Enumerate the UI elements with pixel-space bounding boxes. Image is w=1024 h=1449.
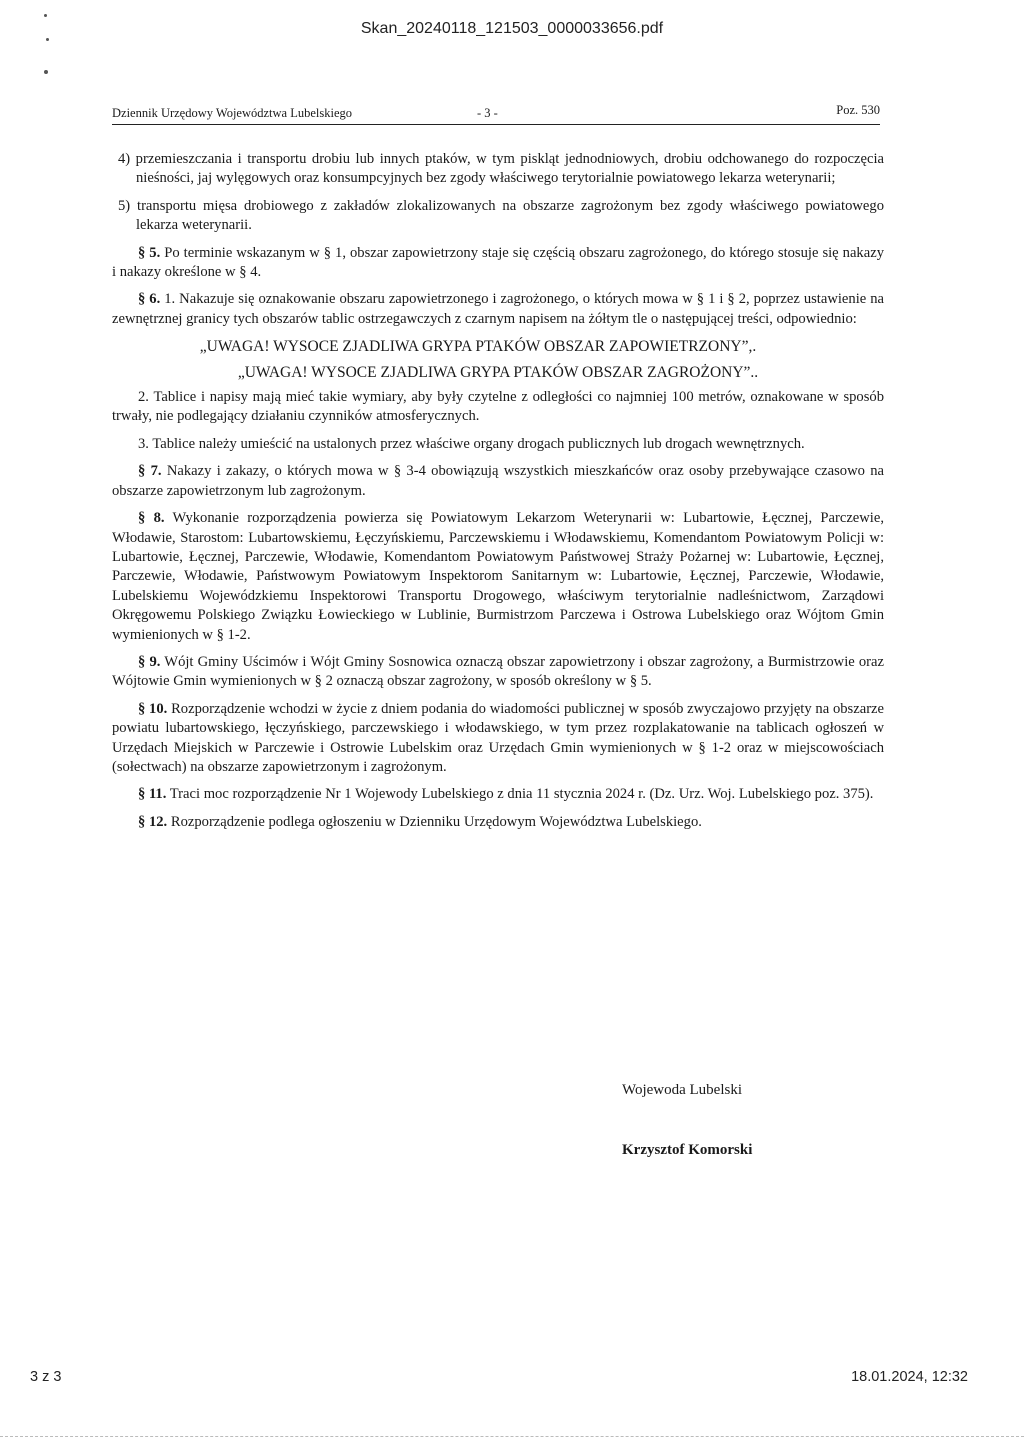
page-number: - 3 - [477,106,498,120]
section-label: § 12. [138,813,168,830]
print-datetime: 18.01.2024, 12:32 [851,1369,968,1385]
scan-speck [44,14,47,17]
section-label: § 6. [138,291,161,308]
paragraph-8 [112,509,884,645]
section-text: Po terminie wskazanym w § 1, obszar zapowietrzony staje się częścią obszaru zagrożonego, do którego stosuje się nakazy i nakazy określone w § 4. [112,244,884,281]
scan-speck [46,38,49,41]
section-text: Traci moc rozporządzenie Nr 1 Wojewody Lubelskiego z dnia 11 stycznia 2024 r. (Dz. Urz. Woj. Lubelskiego poz. 375). [166,786,874,803]
signatory-name: Krzysztof Komorski [622,1142,753,1158]
section-label: § 9. [138,653,161,670]
position-number: Poz. 530 [836,103,880,117]
scan-speck [44,70,48,74]
paragraph-11 [112,785,884,804]
section-text: Rozporządzenie wchodzi w życie z dniem podania do wiadomości publicznej w sposób zwyczajowo przyjęty na obszarze powiatu lubartowskiego, łęczyńskiego, parczewskiego i włodawskiego, w tym przez rozplakatowanie na tablicach ogłoszeń w Urzędach Miejskich w Parczewie i Ostrowie Lubelskim oraz Urzędach Gmin wymienionych w § 1-2 oraz w miejscowościach (sołectwach) na obszarze zapowietrzonym i zagrożonym. [112,700,885,775]
paragraph-5 [112,244,884,283]
scan-edge-divider [0,1436,1024,1437]
section-label: § 8. [138,510,165,527]
document-body [112,150,884,840]
section-label: § 7. [138,463,162,480]
section-text: Wykonanie rozporządzenia powierza się Powiatowym Lekarzom Weterynarii w: Lubartowie, Łęcznej, Parczewie, Włodawie, Starostom: Lubartowskiemu, Łęczyńskiemu, Parczewskiemu i Włodawskiemu, Komendantom Powiatowym Policji w: Lubartowie, Łęcznej, Parczewie, Włodawie, Komendantom Powiatowym Państwowej Straży Pożarnej w: Lubartowie, Łęcznej, Parczewie, Włodawie, Państwowym Powiatowym Inspektorom Sanitarnym w: Lubartowie, Łęcznej, Parczewie, Włodawie, Lubelskiemu Wojewódzkiemu Inspektorowi Transportu Drogowego, właściwym terytorialnie nadleśnictwom, Zarządowi Okręgowemu Polskiego Związku Łowieckiego w Lublinie, Burmistrzom Parczewa i Ostrowa Lubelskiego oraz Wójtom Gmin wymienionych w § 1-2. [112,510,884,643]
page-header [112,104,880,125]
paragraph-7 [112,462,884,501]
section-label: § 11. [138,786,167,803]
section-text: Rozporządzenie podlega ogłoszeniu w Dzienniku Urzędowym Województwa Lubelskiego. [167,813,702,830]
scan-filename: Skan_20240118_121503_0000033656.pdf [360,20,664,37]
section-label: § 10. [138,700,168,717]
section-text: Nakazy i zakazy, o których mowa w § 3-4 obowiązują wszystkich mieszkańców oraz osoby przebywające czasowo na obszarze zapowietrzonym lub zagrożonym. [112,463,884,499]
paragraph-6 [112,290,884,329]
section-text: 1. Nakazuje się oznakowanie obszaru zapowietrzonego i zagrożonego, o których mowa w § 1 i § 2, poprzez ustawienie na zewnętrznej granicy tych obszarów tablic ostrzegawczych z czarnym napisem na żółtym tle o następującej treści, odpowiednio: [112,291,885,327]
signatory-title: Wojewoda Lubelski [622,1082,743,1098]
list-item-4: 4) przemieszczania i transportu drobiu lub innych ptaków, w tym piskląt jednodniowych, drobiu odchowanego do rozpoczęcia nieśności, jaj wylęgowych oraz konsumpcyjnych bez zgody właściwego terytorialnie powiatowego lekarza weterynarii; [118,151,884,187]
warning-sign-text-1: „UWAGA! WYSOCE ZJADLIWA GRYPA PTAKÓW OBSZAR ZAPOWIETRZONY”,. [199,338,757,356]
paragraph-6-3: 3. Tablice należy umieścić na ustalonych przez właściwe organy drogach publicznych lub drogach wewnętrznych. [138,435,805,452]
paragraph-9 [112,653,884,692]
section-label: § 5. [138,244,161,261]
warning-sign-text-2: „UWAGA! WYSOCE ZJADLIWA GRYPA PTAKÓW OBSZAR ZAGROŻONY”.. [237,363,759,381]
paragraph-12 [112,813,884,832]
page-counter: 3 z 3 [30,1369,62,1385]
list-item-5: 5) transportu mięsa drobiowego z zakładów zlokalizowanych na obszarze zagrożonym bez zgody właściwego powiatowego lekarza weterynarii. [118,197,884,234]
paragraph-10 [112,700,884,778]
paragraph-6-2: 2. Tablice i napisy mają mieć takie wymiary, aby były czytelne z odległości co najmniej 100 metrów, oznakowane w sposób trwały, nie podlegający działaniu czynników atmosferycznych. [112,389,884,425]
section-text: Wójt Gminy Uścimów i Wójt Gminy Sosnowica oznaczą obszar zapowietrzony i obszar zagrożony, a Burmistrzowie oraz Wójtowie Gmin wymienionych w § 2 oznaczą obszar zagrożony, w sposób określony w § 5. [112,653,884,690]
journal-title: Dziennik Urzędowy Województwa Lubelskiego [112,106,353,120]
